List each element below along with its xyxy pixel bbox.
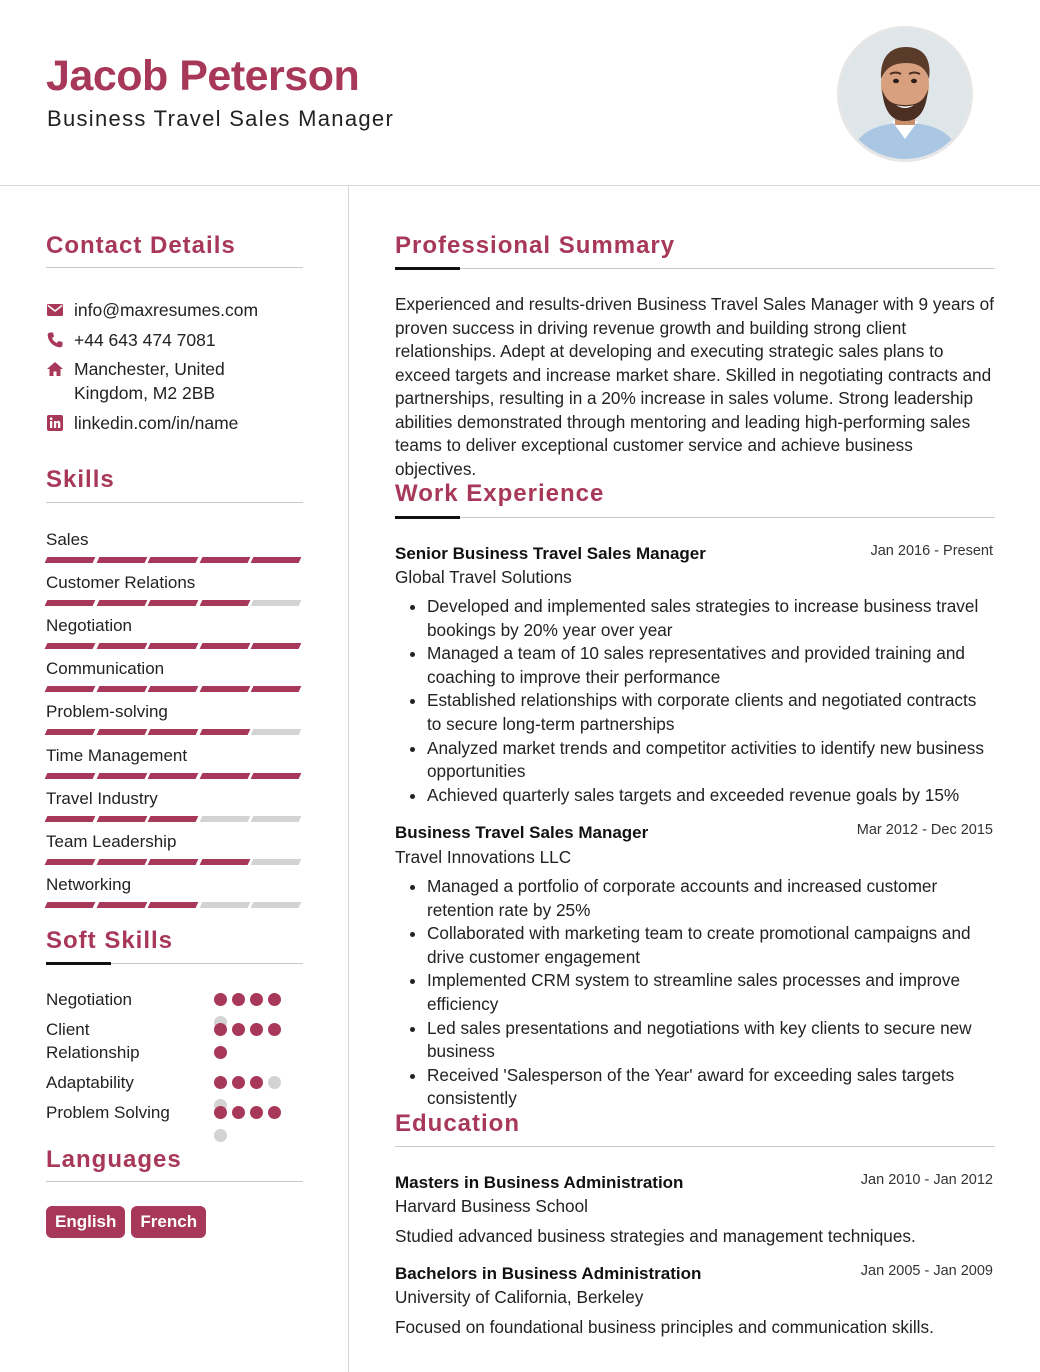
job-bullet: Collaborated with marketing team to create promotional campaigns and drive customer engagement — [395, 922, 995, 969]
soft-skill-rating — [214, 1023, 294, 1059]
soft-skill-label-line: Relationship — [46, 1043, 140, 1062]
education-heading: Education — [395, 1110, 521, 1137]
skill-level-segment — [96, 816, 147, 822]
language-pill: French — [131, 1206, 206, 1238]
skill-level-bar — [46, 902, 304, 908]
skill-level-segment — [96, 643, 147, 649]
skill-level-segment — [199, 643, 250, 649]
candidate-name: Jacob Peterson — [46, 52, 360, 100]
skill-level-segment — [96, 600, 147, 606]
degree-title: Bachelors in Business Administration — [395, 1264, 702, 1283]
job-date: Jan 2016 - Present — [870, 543, 993, 559]
skill-label: Travel Industry — [46, 788, 158, 808]
skill-label: Time Management — [46, 745, 188, 765]
skill-level-segment — [148, 859, 199, 865]
education-description: Focused on foundational business principles and communication skills. — [395, 1317, 934, 1337]
skill-level-bar — [46, 686, 304, 692]
rating-dot — [268, 1106, 281, 1119]
skill-level-segment — [45, 643, 96, 649]
contact-heading: Contact Details — [46, 232, 236, 259]
job-company: Global Travel Solutions — [395, 567, 572, 587]
job-company: Travel Innovations LLC — [395, 847, 572, 867]
soft-skill-label-line: Adaptability — [46, 1073, 134, 1092]
skill-level-bar — [46, 600, 304, 606]
skill-level-segment — [251, 557, 302, 563]
skill-label: Problem-solving — [46, 702, 168, 722]
soft-skill-label-line: Problem Solving — [46, 1103, 170, 1122]
rating-dot — [268, 993, 281, 1006]
skill-level-segment — [199, 773, 250, 779]
skill-level-segment — [251, 902, 302, 908]
address-line-1: Manchester, United — [74, 359, 225, 379]
skill-level-segment — [96, 773, 147, 779]
job-bullet: Analyzed market trends and competitor activities to identify new business opportunities — [395, 737, 995, 784]
education-description: Studied advanced business strategies and management techniques. — [395, 1226, 916, 1246]
linkedin-icon — [46, 414, 64, 432]
languages-heading: Languages — [46, 1146, 182, 1173]
rating-dot — [214, 1076, 227, 1089]
skill-level-segment — [96, 729, 147, 735]
education-heading-rule — [395, 1146, 995, 1147]
summary-heading-rule — [395, 268, 995, 269]
rating-dot — [250, 1106, 263, 1119]
skill-label: Networking — [46, 874, 132, 894]
resume-header — [0, 0, 1040, 186]
skill-level-segment — [96, 902, 147, 908]
portrait-illustration — [840, 29, 970, 159]
summary-accent — [395, 267, 460, 270]
home-icon — [46, 360, 64, 378]
language-pill: English — [46, 1206, 125, 1238]
job-bullets — [395, 595, 995, 807]
rating-dot — [268, 1023, 281, 1036]
skill-label: Communication — [46, 659, 165, 679]
skill-level-segment — [45, 859, 96, 865]
languages-list — [46, 1206, 206, 1238]
skill-level-segment — [148, 600, 199, 606]
skill-level-segment — [96, 557, 147, 563]
phone-icon — [46, 331, 64, 349]
skill-level-segment — [251, 729, 302, 735]
contact-email-text: info@maxresumes.com — [74, 300, 259, 320]
skills-heading: Skills — [46, 466, 115, 493]
skill-level-segment — [148, 557, 199, 563]
soft-skills-accent — [46, 962, 111, 965]
skill-level-segment — [148, 729, 199, 735]
contact-heading-rule — [46, 267, 303, 268]
soft-skill-label — [46, 1071, 134, 1094]
soft-skill-label — [46, 1101, 170, 1124]
rating-dot — [214, 1046, 227, 1059]
rating-dot — [214, 1129, 227, 1142]
school-name: Harvard Business School — [395, 1196, 588, 1216]
soft-skill-label — [46, 1018, 140, 1064]
rating-dot — [250, 993, 263, 1006]
candidate-title: Business Travel Sales Manager — [47, 106, 395, 131]
skill-level-segment — [199, 557, 250, 563]
soft-skill-label-line: Negotiation — [46, 990, 133, 1009]
job-bullet: Established relationships with corporate clients and negotiated contracts to secure long-term partnerships — [395, 689, 995, 736]
address-line-2: Kingdom, M2 2BB — [74, 383, 216, 403]
rating-dot — [232, 1076, 245, 1089]
column-divider — [348, 186, 349, 1372]
job-bullet: Received 'Salesperson of the Year' award for exceeding sales targets consistently — [395, 1064, 995, 1111]
job-bullet: Implemented CRM system to streamline sales processes and improve efficiency — [395, 969, 995, 1016]
job-bullet: Managed a portfolio of corporate accounts and increased customer retention rate by 25% — [395, 875, 995, 922]
job-date: Mar 2012 - Dec 2015 — [856, 822, 993, 838]
rating-dot — [232, 1023, 245, 1036]
job-bullet: Managed a team of 10 sales representatives and provided training and coaching to improve their performance — [395, 642, 995, 689]
contact-address-text — [74, 357, 225, 405]
skill-level-segment — [199, 816, 250, 822]
rating-dot — [214, 993, 227, 1006]
profile-photo — [837, 26, 973, 162]
skill-level-segment — [148, 686, 199, 692]
contact-phone-text: +44 643 474 7081 — [74, 330, 216, 350]
skill-level-segment — [148, 816, 199, 822]
skill-level-segment — [251, 816, 302, 822]
school-name: University of California, Berkeley — [395, 1287, 644, 1307]
envelope-icon — [46, 301, 64, 319]
skill-level-segment — [45, 729, 96, 735]
skill-level-segment — [45, 816, 96, 822]
skill-level-segment — [251, 600, 302, 606]
contact-address — [46, 357, 225, 405]
rating-dot — [214, 1023, 227, 1036]
degree-title: Masters in Business Administration — [395, 1173, 684, 1192]
skill-level-segment — [148, 902, 199, 908]
skill-level-segment — [199, 902, 250, 908]
skill-label: Negotiation — [46, 616, 133, 636]
skill-level-bar — [46, 773, 304, 779]
rating-dot — [268, 1076, 281, 1089]
rating-dot — [250, 1076, 263, 1089]
soft-skill-rating — [214, 1106, 294, 1142]
contact-linkedin-text: linkedin.com/in/name — [74, 413, 239, 433]
skill-level-segment — [45, 600, 96, 606]
rating-dot — [232, 993, 245, 1006]
skill-level-segment — [251, 643, 302, 649]
skill-level-bar — [46, 859, 304, 865]
skill-level-segment — [45, 686, 96, 692]
skill-level-bar — [46, 729, 304, 735]
skill-level-bar — [46, 557, 304, 563]
skill-label: Team Leadership — [46, 831, 177, 851]
skill-level-segment — [251, 859, 302, 865]
skills-heading-rule — [46, 502, 303, 503]
skill-level-segment — [45, 557, 96, 563]
skill-level-segment — [199, 859, 250, 865]
skill-level-segment — [96, 686, 147, 692]
skill-label: Sales — [46, 530, 89, 549]
experience-accent — [395, 516, 460, 519]
skill-level-segment — [96, 859, 147, 865]
languages-heading-rule — [46, 1181, 303, 1182]
job-bullet: Achieved quarterly sales targets and exceeded revenue goals by 15% — [395, 784, 995, 808]
job-title: Senior Business Travel Sales Manager — [395, 544, 706, 563]
skill-label: Customer Relations — [46, 573, 196, 593]
degree-date: Jan 2010 - Jan 2012 — [860, 1172, 993, 1188]
job-bullet: Developed and implemented sales strategies to increase business travel bookings by 20% year over year — [395, 595, 995, 642]
experience-heading: Work Experience — [395, 480, 605, 507]
soft-skill-label-line: Client — [46, 1020, 90, 1039]
contact-linkedin[interactable] — [46, 411, 238, 435]
summary-heading: Professional Summary — [395, 232, 676, 259]
job-bullet: Led sales presentations and negotiations with key clients to secure new business — [395, 1017, 995, 1064]
rating-dot — [214, 1106, 227, 1119]
skill-level-segment — [148, 643, 199, 649]
skill-level-segment — [199, 600, 250, 606]
experience-heading-rule — [395, 517, 995, 518]
skill-level-bar — [46, 643, 304, 649]
job-title: Business Travel Sales Manager — [395, 823, 649, 842]
contact-email[interactable] — [46, 298, 258, 322]
soft-skills-heading: Soft Skills — [46, 927, 174, 954]
summary-text: Experienced and results-driven Business Travel Sales Manager with 9 years of proven success in driving revenue growth and building strong client relationships. Adept at developing and executing strategic sales plans to exceed targets and increase market share. Skilled in negotiating contracts and partnerships, resulting in a 20% increase in sales volume. Strong leadership abilities demonstrated through mentoring and leading high-performing sales teams to deliver exceptional customer service and achieve business objectives. — [395, 294, 994, 479]
skill-level-bar — [46, 816, 304, 822]
contact-phone[interactable] — [46, 328, 216, 352]
skill-level-segment — [45, 773, 96, 779]
skill-level-segment — [251, 773, 302, 779]
rating-dot — [250, 1023, 263, 1036]
skill-level-segment — [199, 729, 250, 735]
degree-date: Jan 2005 - Jan 2009 — [860, 1263, 993, 1279]
skill-level-segment — [199, 686, 250, 692]
skill-level-segment — [148, 773, 199, 779]
soft-skill-label — [46, 988, 132, 1011]
rating-dot — [232, 1106, 245, 1119]
skill-level-segment — [45, 902, 96, 908]
job-bullets — [395, 875, 995, 1111]
skill-level-segment — [251, 686, 302, 692]
